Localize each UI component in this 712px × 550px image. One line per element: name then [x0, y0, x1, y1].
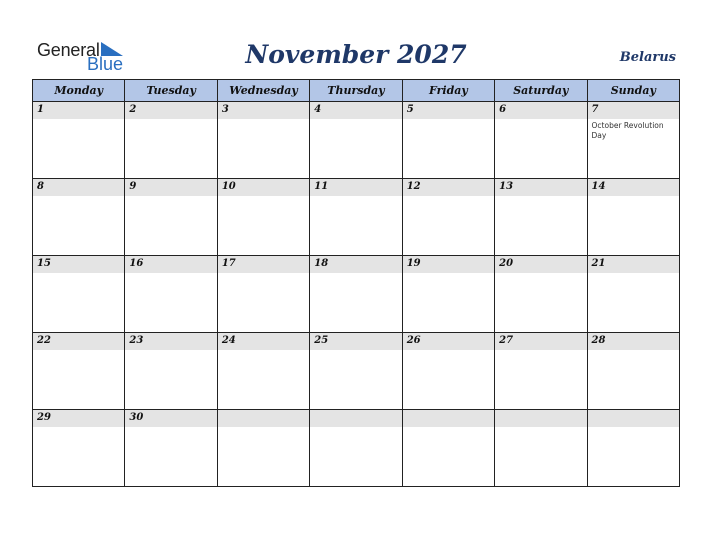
- day-cell: [217, 102, 309, 179]
- day-cell: [125, 410, 217, 487]
- day-number: 9: [129, 181, 137, 192]
- weekday-header: Wednesday: [217, 80, 309, 102]
- week-row: [33, 102, 680, 179]
- day-cell: [217, 333, 309, 410]
- day-cell: [587, 256, 679, 333]
- day-cell: [125, 256, 217, 333]
- day-number-bar: [218, 410, 309, 427]
- day-cell: [495, 410, 587, 487]
- day-number-bar: [588, 410, 679, 427]
- day-cell: [310, 333, 402, 410]
- day-number: 28: [591, 335, 606, 346]
- day-number-bar: [218, 102, 309, 119]
- day-number: 13: [499, 181, 514, 192]
- day-number: 7: [591, 104, 599, 115]
- day-number-bar: [310, 410, 401, 427]
- day-cell: [402, 179, 494, 256]
- day-number-bar: [125, 179, 216, 196]
- day-number: 16: [129, 258, 144, 269]
- weekday-header: Saturday: [495, 80, 587, 102]
- day-number-bar: [588, 102, 679, 119]
- day-cell: [217, 410, 309, 487]
- day-number: 10: [221, 181, 236, 192]
- day-number: 12: [406, 181, 421, 192]
- day-cell: [402, 333, 494, 410]
- day-number-bar: [33, 179, 124, 196]
- day-number-bar: [310, 102, 401, 119]
- country-label: Belarus: [619, 50, 676, 65]
- day-number: 8: [37, 181, 44, 192]
- day-number-bar: [403, 102, 494, 119]
- day-cell: [587, 333, 679, 410]
- day-cell: [310, 256, 402, 333]
- day-number-bar: [125, 102, 216, 119]
- weekday-header: Friday: [402, 80, 494, 102]
- day-number-bar: [495, 410, 586, 427]
- day-number: 27: [499, 335, 514, 346]
- logo-word-general: General: [37, 40, 100, 60]
- day-cell: [587, 410, 679, 487]
- day-cell: [310, 179, 402, 256]
- day-cell: [125, 102, 217, 179]
- day-number-bar: [495, 102, 586, 119]
- day-cell: [495, 256, 587, 333]
- week-row: [33, 179, 680, 256]
- logo-word-blue: Blue: [87, 54, 124, 74]
- day-number: 6: [499, 104, 507, 115]
- day-number-bar: [33, 102, 124, 119]
- day-cell: [402, 102, 494, 179]
- day-number: 14: [591, 181, 606, 192]
- day-number: 22: [37, 335, 51, 346]
- day-number: 23: [129, 335, 144, 346]
- day-cell: [125, 333, 217, 410]
- day-number: 20: [499, 258, 514, 269]
- day-number: 29: [37, 412, 51, 423]
- day-number: 25: [314, 335, 329, 346]
- day-cell: [33, 179, 125, 256]
- day-cell: [310, 410, 402, 487]
- day-number: 3: [221, 104, 229, 115]
- week-row: [33, 256, 680, 333]
- day-number: 1: [37, 104, 44, 115]
- day-number: 30: [129, 412, 144, 423]
- weekday-header: Tuesday: [125, 80, 217, 102]
- day-cell: [495, 102, 587, 179]
- day-number: 11: [314, 181, 329, 192]
- week-row: [33, 410, 680, 487]
- day-number: 18: [314, 258, 329, 269]
- day-cell: [495, 179, 587, 256]
- day-number-bar: [403, 410, 494, 427]
- calendar-grid: [32, 79, 680, 487]
- day-cell: [33, 333, 125, 410]
- holiday-event: October Revolution Day: [591, 121, 664, 140]
- day-cell: [587, 102, 679, 179]
- day-number: 4: [314, 104, 322, 115]
- weekday-header: Sunday: [587, 80, 679, 102]
- weekday-header: Monday: [33, 80, 125, 102]
- calendar-title: November 2027: [245, 40, 467, 69]
- day-cell: [310, 102, 402, 179]
- day-cell: [33, 256, 125, 333]
- day-number: 17: [221, 258, 236, 269]
- day-number: 5: [406, 104, 414, 115]
- day-number: 15: [37, 258, 51, 269]
- weekday-header-row: [33, 80, 680, 102]
- weekday-header: Thursday: [310, 80, 402, 102]
- day-number: 21: [591, 258, 606, 269]
- day-number: 19: [406, 258, 421, 269]
- day-cell: [587, 179, 679, 256]
- day-number: 26: [406, 335, 421, 346]
- day-cell: [125, 179, 217, 256]
- day-cell: [217, 256, 309, 333]
- day-cell: [402, 256, 494, 333]
- day-cell: [217, 179, 309, 256]
- day-cell: [495, 333, 587, 410]
- day-number: 2: [129, 104, 137, 115]
- day-cell: [33, 410, 125, 487]
- week-row: [33, 333, 680, 410]
- day-cell: [402, 410, 494, 487]
- day-cell: [33, 102, 125, 179]
- day-number: 24: [221, 335, 236, 346]
